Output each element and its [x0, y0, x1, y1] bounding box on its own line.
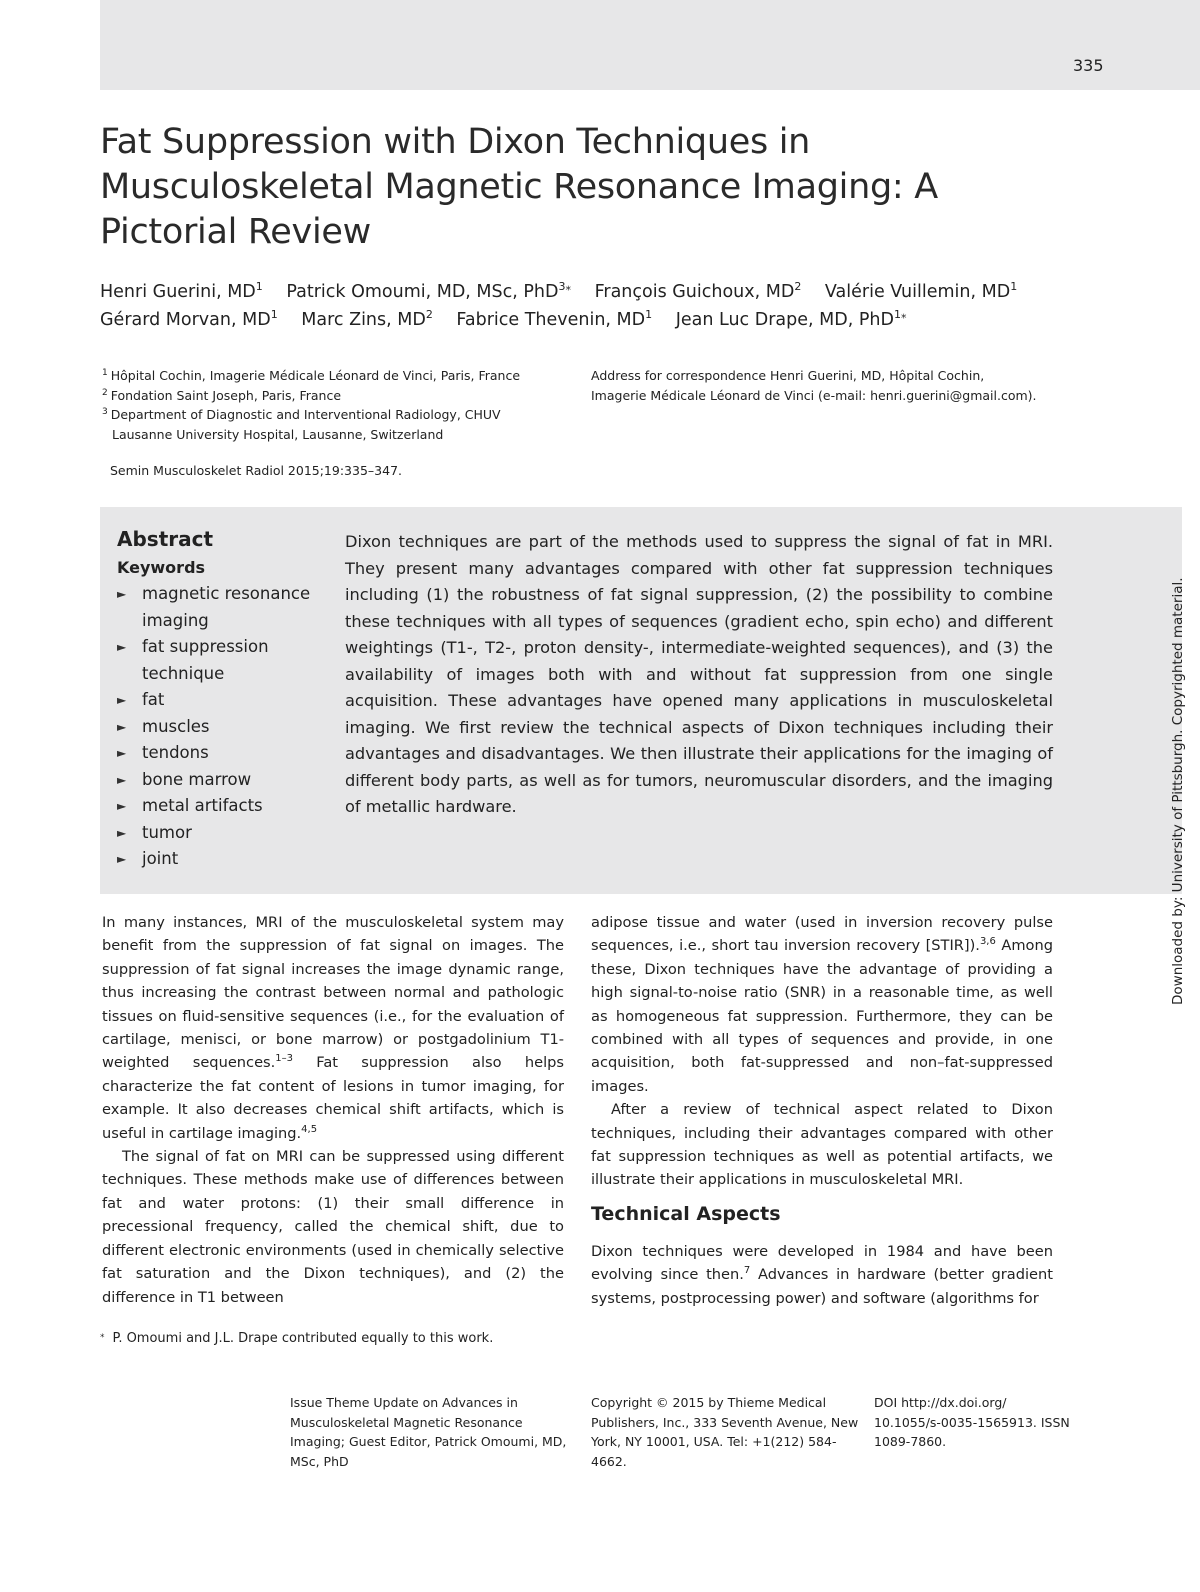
article-title: Fat Suppression with Dixon Techniques in Musculoskeletal Magnetic Resonance Imaging: A Pictorial Review: [100, 122, 938, 252]
affiliations: [102, 366, 572, 444]
arrow-icon: ►: [117, 693, 127, 707]
keyword-item: ► joint: [117, 846, 332, 873]
footnote-marker: ⁎: [100, 1330, 105, 1340]
body-column-right: [591, 911, 1053, 1192]
arrow-icon: ►: [117, 719, 127, 734]
abstract-heading: Abstract: [117, 527, 214, 551]
arrow-icon: ►: [117, 772, 127, 787]
issue-theme: Issue Theme Update on Advances in Musculoskeletal Magnetic Resonance Imaging; Guest Editor, Patrick Omoumi, MD, MSc, PhD: [290, 1395, 567, 1469]
author: Gérard Morvan, $MD^1$: [100, 308, 278, 330]
keyword-item: ► fat: [117, 687, 332, 714]
reference-marker: 4,5: [301, 1123, 318, 1135]
author: Patrick Omoumi, MD, MSc, PhD$^{3⁎}$: [286, 280, 571, 302]
arrow-icon: ►: [117, 746, 127, 760]
keyword-item: ► muscles: [117, 714, 332, 741]
journal-citation: Semin Musculoskelet Radiol 2015;19:335–347.: [110, 463, 402, 478]
author: Henri Guerini, $MD^1$: [100, 280, 263, 302]
keyword-item: ► tendons: [117, 740, 332, 767]
author: Fabrice Thevenin, $MD^1$: [456, 308, 653, 330]
author: Valérie Vuillemin, $MD^1$: [824, 280, 1018, 302]
author: Marc Zins, $MD^2$: [301, 308, 433, 330]
affiliation: $^3$ Department of Diagnostic and Interventional Radiology, CHUV: [102, 407, 501, 422]
author: François Guichoux, $MD^2$: [594, 280, 802, 302]
section-heading: Technical Aspects: [591, 1203, 781, 1225]
affiliation-continued: Lausanne University Hospital, Lausanne, Switzerland: [112, 426, 444, 442]
reference-marker: 3,6: [979, 936, 996, 948]
body-column-right-section: [591, 1240, 1053, 1310]
keyword-item: ► magnetic resonance imaging: [117, 581, 332, 634]
footnote: ⁎ P. Omoumi and J.L. Drape contributed equally to this work.: [100, 1330, 494, 1346]
download-watermark: Downloaded by: University of Pittsburgh. Copyrighted material.: [1170, 577, 1186, 1005]
keyword-item: ► metal artifacts: [117, 793, 332, 820]
header-band: [100, 0, 1200, 90]
arrow-icon: ►: [117, 640, 127, 654]
keywords-list: [117, 581, 332, 873]
arrow-icon: ►: [117, 587, 127, 601]
arrow-icon: ►: [117, 852, 127, 866]
reference-marker: 7: [743, 1265, 751, 1277]
affiliation: $^2$ Fondation Saint Joseph, Paris, France: [102, 387, 342, 403]
body-paragraph: adipose tissue and water (used in inversion recovery pulse sequences, i.e., short tau inversion recovery [STIR]).$^{3,6}$ Among these, Dixon techniques have the advantage of providing a high signal-to-noise ratio (SNR) in a reasonable time, as well as homogeneous fat suppression. Furthermore, they can be combined with all types of sequences and provide, in one acquisition, both fat-suppressed and non–fat-suppressed images.: [591, 914, 1053, 1095]
correspondence-address: Address for correspondence Henri Guerini, MD, Hôpital Cochin, Imagerie Médicale Léonard de Vinci (e-mail: henri.guerini@gmail.com).: [591, 368, 1037, 403]
keywords-heading: Keywords: [117, 558, 206, 577]
author: Jean Luc Drape, MD, PhD$^{1⁎}$: [675, 308, 907, 330]
arrow-icon: ►: [117, 799, 127, 813]
copyright-notice: Copyright © 2015 by Thieme Medical Publishers, Inc., 333 Seventh Avenue, New York, NY 10001, USA. Tel: +1(212) 584-4662.: [591, 1395, 859, 1469]
body-paragraph: After a review of technical aspect related to Dixon techniques, including their advantages compared with other fat suppression techniques as well as potential artifacts, we illustrate their applications in musculoskeletal MRI.: [591, 1101, 1053, 1189]
page-number: 335: [1073, 56, 1104, 75]
keyword-item: ► fat suppression technique: [117, 634, 332, 687]
body-column-left: [102, 911, 564, 1309]
body-paragraph: In many instances, MRI of the musculoskeletal system may benefit from the suppression of fat signal on images. The suppression of fat signal increases the image dynamic range, thus increasing the contrast between normal and pathologic tissues on fluid-sensitive sequences (i.e., for the evaluation of cartilage, menisci, or bone marrow) or postgadolinium T1-weighted sequences.$^{1-3}$ Fat suppression also helps characterize the fat content of lesions in tumor imaging, for example. It also decreases chemical shift artifacts, which is useful in cartilage imaging.$^{4,5}$: [102, 914, 564, 1142]
doi-issn: DOI http://dx.doi.org/ 10.1055/s-0035-1565913. ISSN 1089-7860.: [874, 1395, 1070, 1449]
keyword-item: ► bone marrow: [117, 767, 332, 794]
author-list: [100, 278, 1100, 334]
abstract-text: Dixon techniques are part of the methods used to suppress the signal of fat in MRI. They present many advantages compared with other fat suppression techniques including (1) the robustness of fat signal suppression, (2) the possibility to combine these techniques with all types of sequences (gradient echo, spin echo) and different weightings (T1-, T2-, proton density-, intermediate-weighted sequences), and (3) the availability of images both with and without fat suppression from one single acquisition. These advantages have opened many applications in musculoskeletal imaging. We first review the technical aspects of Dixon techniques including their advantages and disadvantages. We then illustrate their applications for the imaging of different body parts, as well as for tumors, neuromuscular disorders, and the imaging of metallic hardware.: [345, 532, 1053, 816]
body-paragraph: Dixon techniques were developed in 1984 and have been evolving since then.$^7$ Advances in hardware (better gradient systems, postprocessing power) and software (algorithms for: [591, 1243, 1053, 1307]
affiliation: $^1$ Hôpital Cochin, Imagerie Médicale Léonard de Vinci, Paris, France: [102, 368, 521, 383]
body-paragraph: The signal of fat on MRI can be suppressed using different techniques. These methods make use of differences between fat and water protons: (1) their small difference in precessional frequency, called the chemical shift, due to different electronic environments (used in chemically selective fat saturation and the Dixon techniques), and (2) the difference in T1 between: [102, 1148, 564, 1306]
keyword-item: ► tumor: [117, 820, 332, 847]
arrow-icon: ►: [117, 825, 127, 840]
reference-marker: 1–3: [275, 1053, 294, 1065]
